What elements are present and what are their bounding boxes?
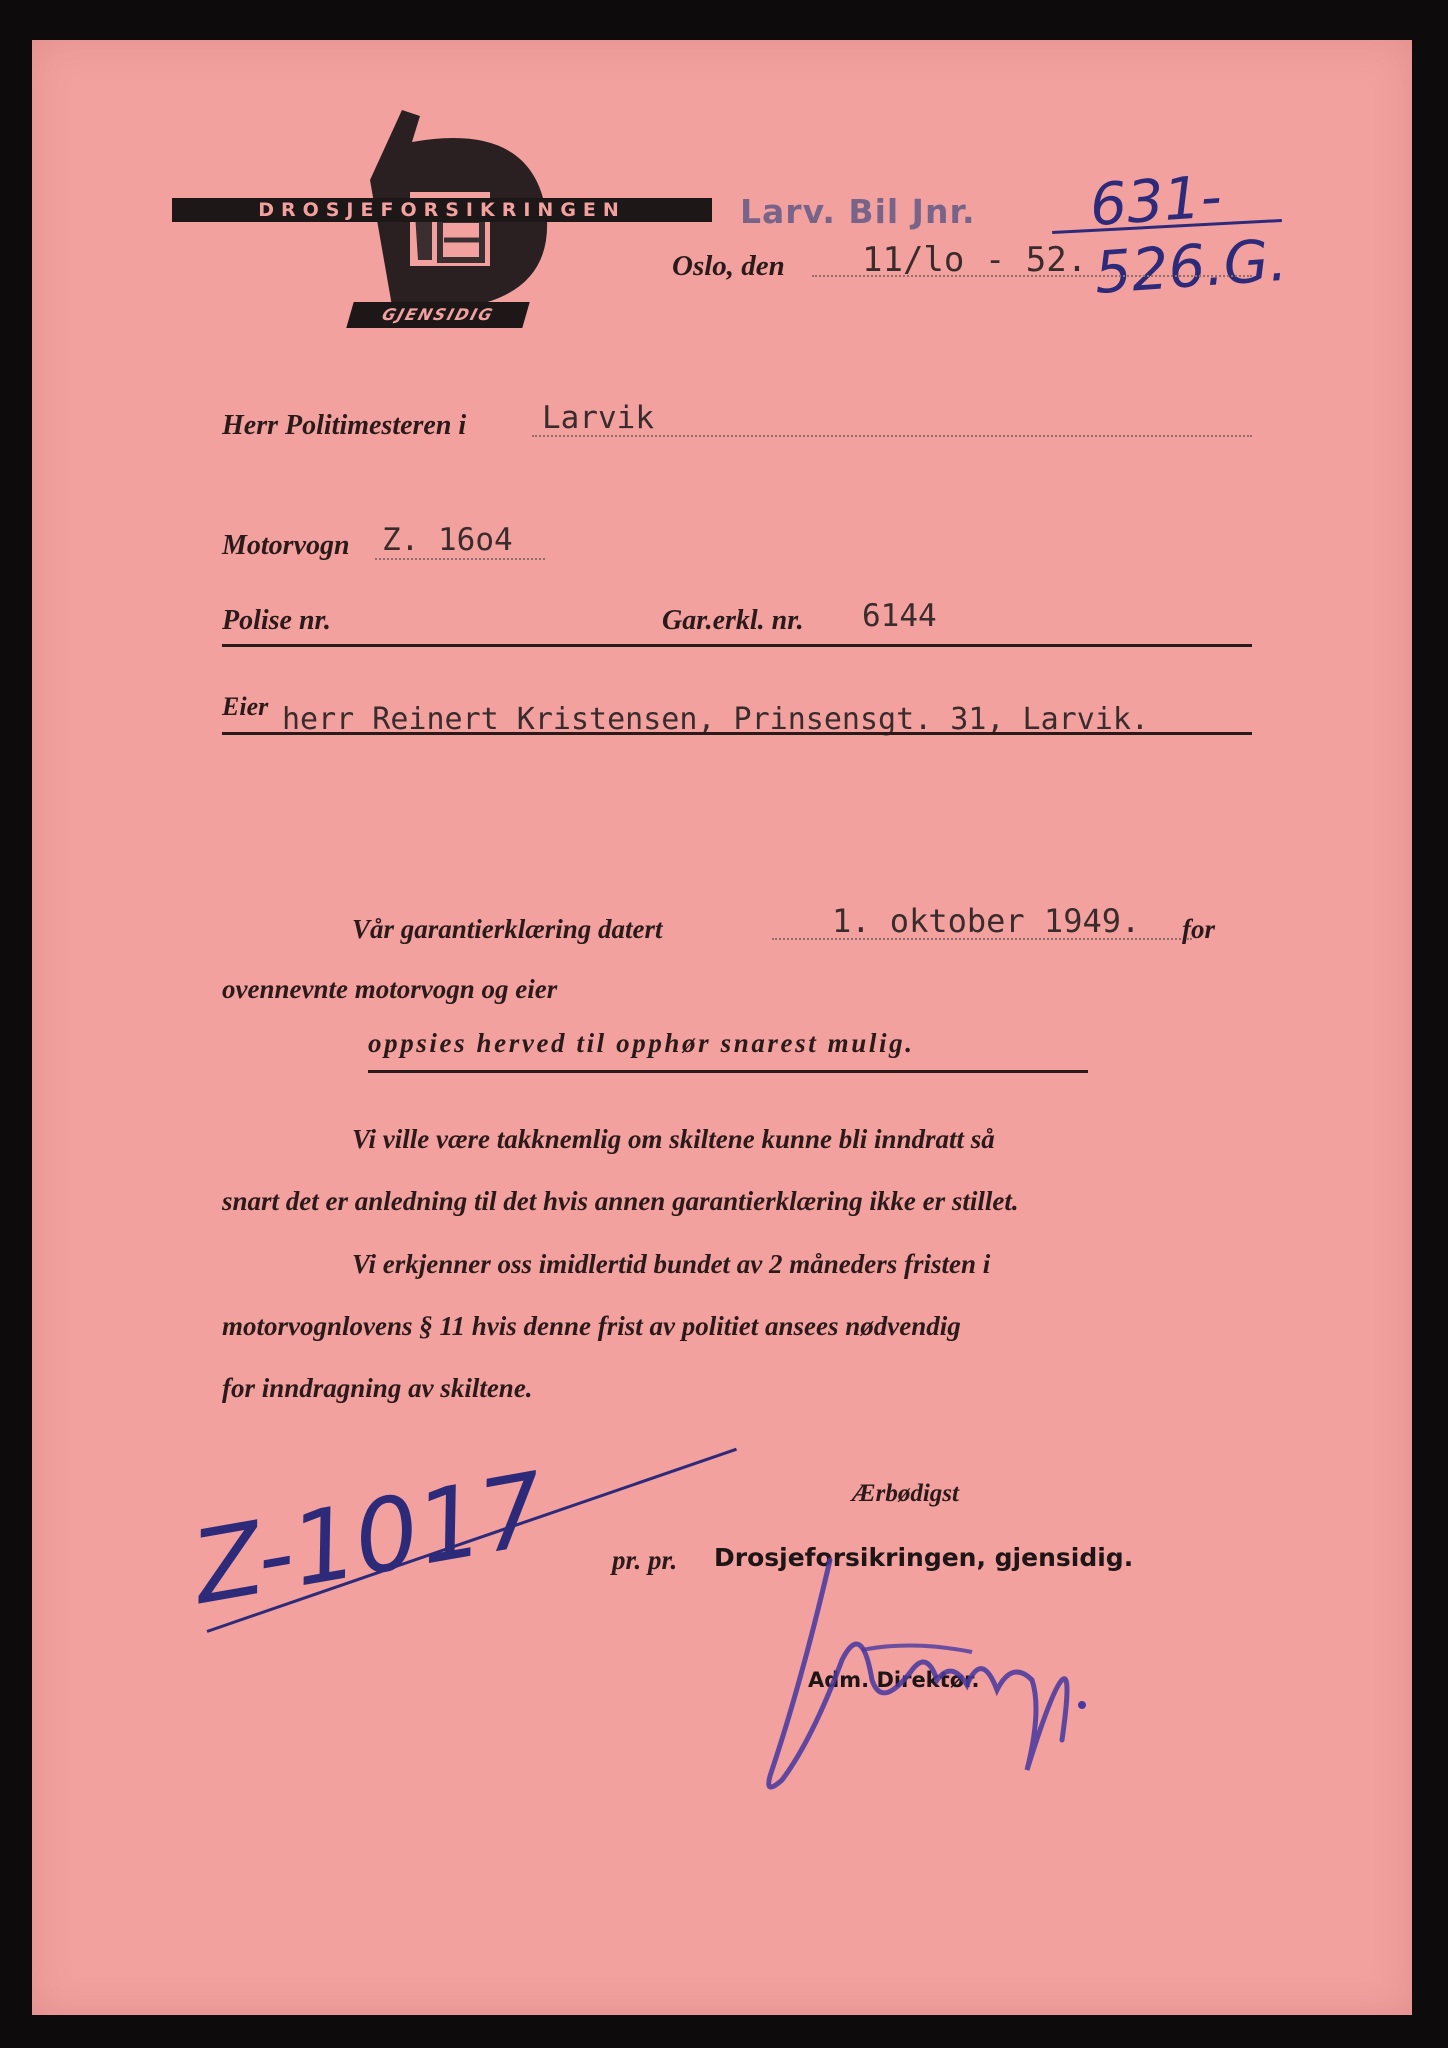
letter-paper	[32, 40, 1412, 2015]
margin-note-handwritten: Z-1017	[184, 1450, 554, 1627]
company-sub-banner: GJENSIDIG	[346, 302, 529, 328]
emphasis-underline	[368, 1070, 1088, 1073]
closing-company: Drosjeforsikringen, gjensidig.	[714, 1543, 1134, 1572]
recipient-value: Larvik	[542, 400, 654, 436]
body-p3-line3: for inndragning av skiltene.	[222, 1373, 533, 1403]
body-p1-line2: ovennevnte motorvogn og eier	[222, 974, 558, 1004]
garerkl-value: 6144	[862, 598, 937, 634]
body-p1-start: Vår garantierklæring datert	[352, 914, 663, 944]
date-label: Oslo, den	[672, 250, 785, 282]
closing-title: Adm. Direktør.	[808, 1668, 980, 1692]
eier-rule	[222, 732, 1252, 735]
signature-drawing	[712, 1540, 1132, 1810]
garerkl-label: Gar.erkl. nr.	[662, 605, 804, 636]
company-name-banner: DROSJEFORSIKRINGEN	[172, 198, 712, 222]
motorvogn-label: Motorvogn	[222, 530, 350, 561]
closing-salutation: Ærbødigst	[852, 1480, 959, 1507]
body-p1-date: 1. oktober 1949.	[832, 902, 1141, 940]
eier-label: Eier	[222, 692, 269, 721]
body-emphasis: oppsies herved til opphør snarest mulig.	[368, 1028, 915, 1058]
date-value: 11/lo - 52.	[862, 240, 1088, 280]
journal-stamp: Larv. Bil Jnr.	[740, 192, 976, 231]
body-p2-line2: snart det er anledning til det hvis annen garantierklæring ikke er stillet.	[222, 1186, 1019, 1216]
journal-number-handwritten: 631-526.G.	[1087, 162, 1290, 307]
eier-value: herr Reinert Kristensen, Prinsensgt. 31, Larvik.	[282, 702, 1149, 737]
motorvogn-dotline	[375, 558, 545, 560]
body-p3-line1: Vi erkjenner oss imidlertid bundet av 2 måneders fristen i	[352, 1249, 991, 1279]
body-p2-line1: Vi ville være takknemlig om skiltene kunne bli inndratt så	[352, 1124, 995, 1154]
body-p1-end: for	[1182, 914, 1215, 944]
motorvogn-value: Z. 16o4	[382, 522, 513, 558]
body-p3-line2: motorvognlovens § 11 hvis denne frist av politiet ansees nødvendig	[222, 1311, 961, 1341]
closing-pp: pr. pr.	[612, 1545, 678, 1575]
recipient-label: Herr Politimesteren i	[222, 410, 467, 441]
polise-rule	[222, 644, 1252, 647]
polise-label: Polise nr.	[222, 605, 331, 636]
